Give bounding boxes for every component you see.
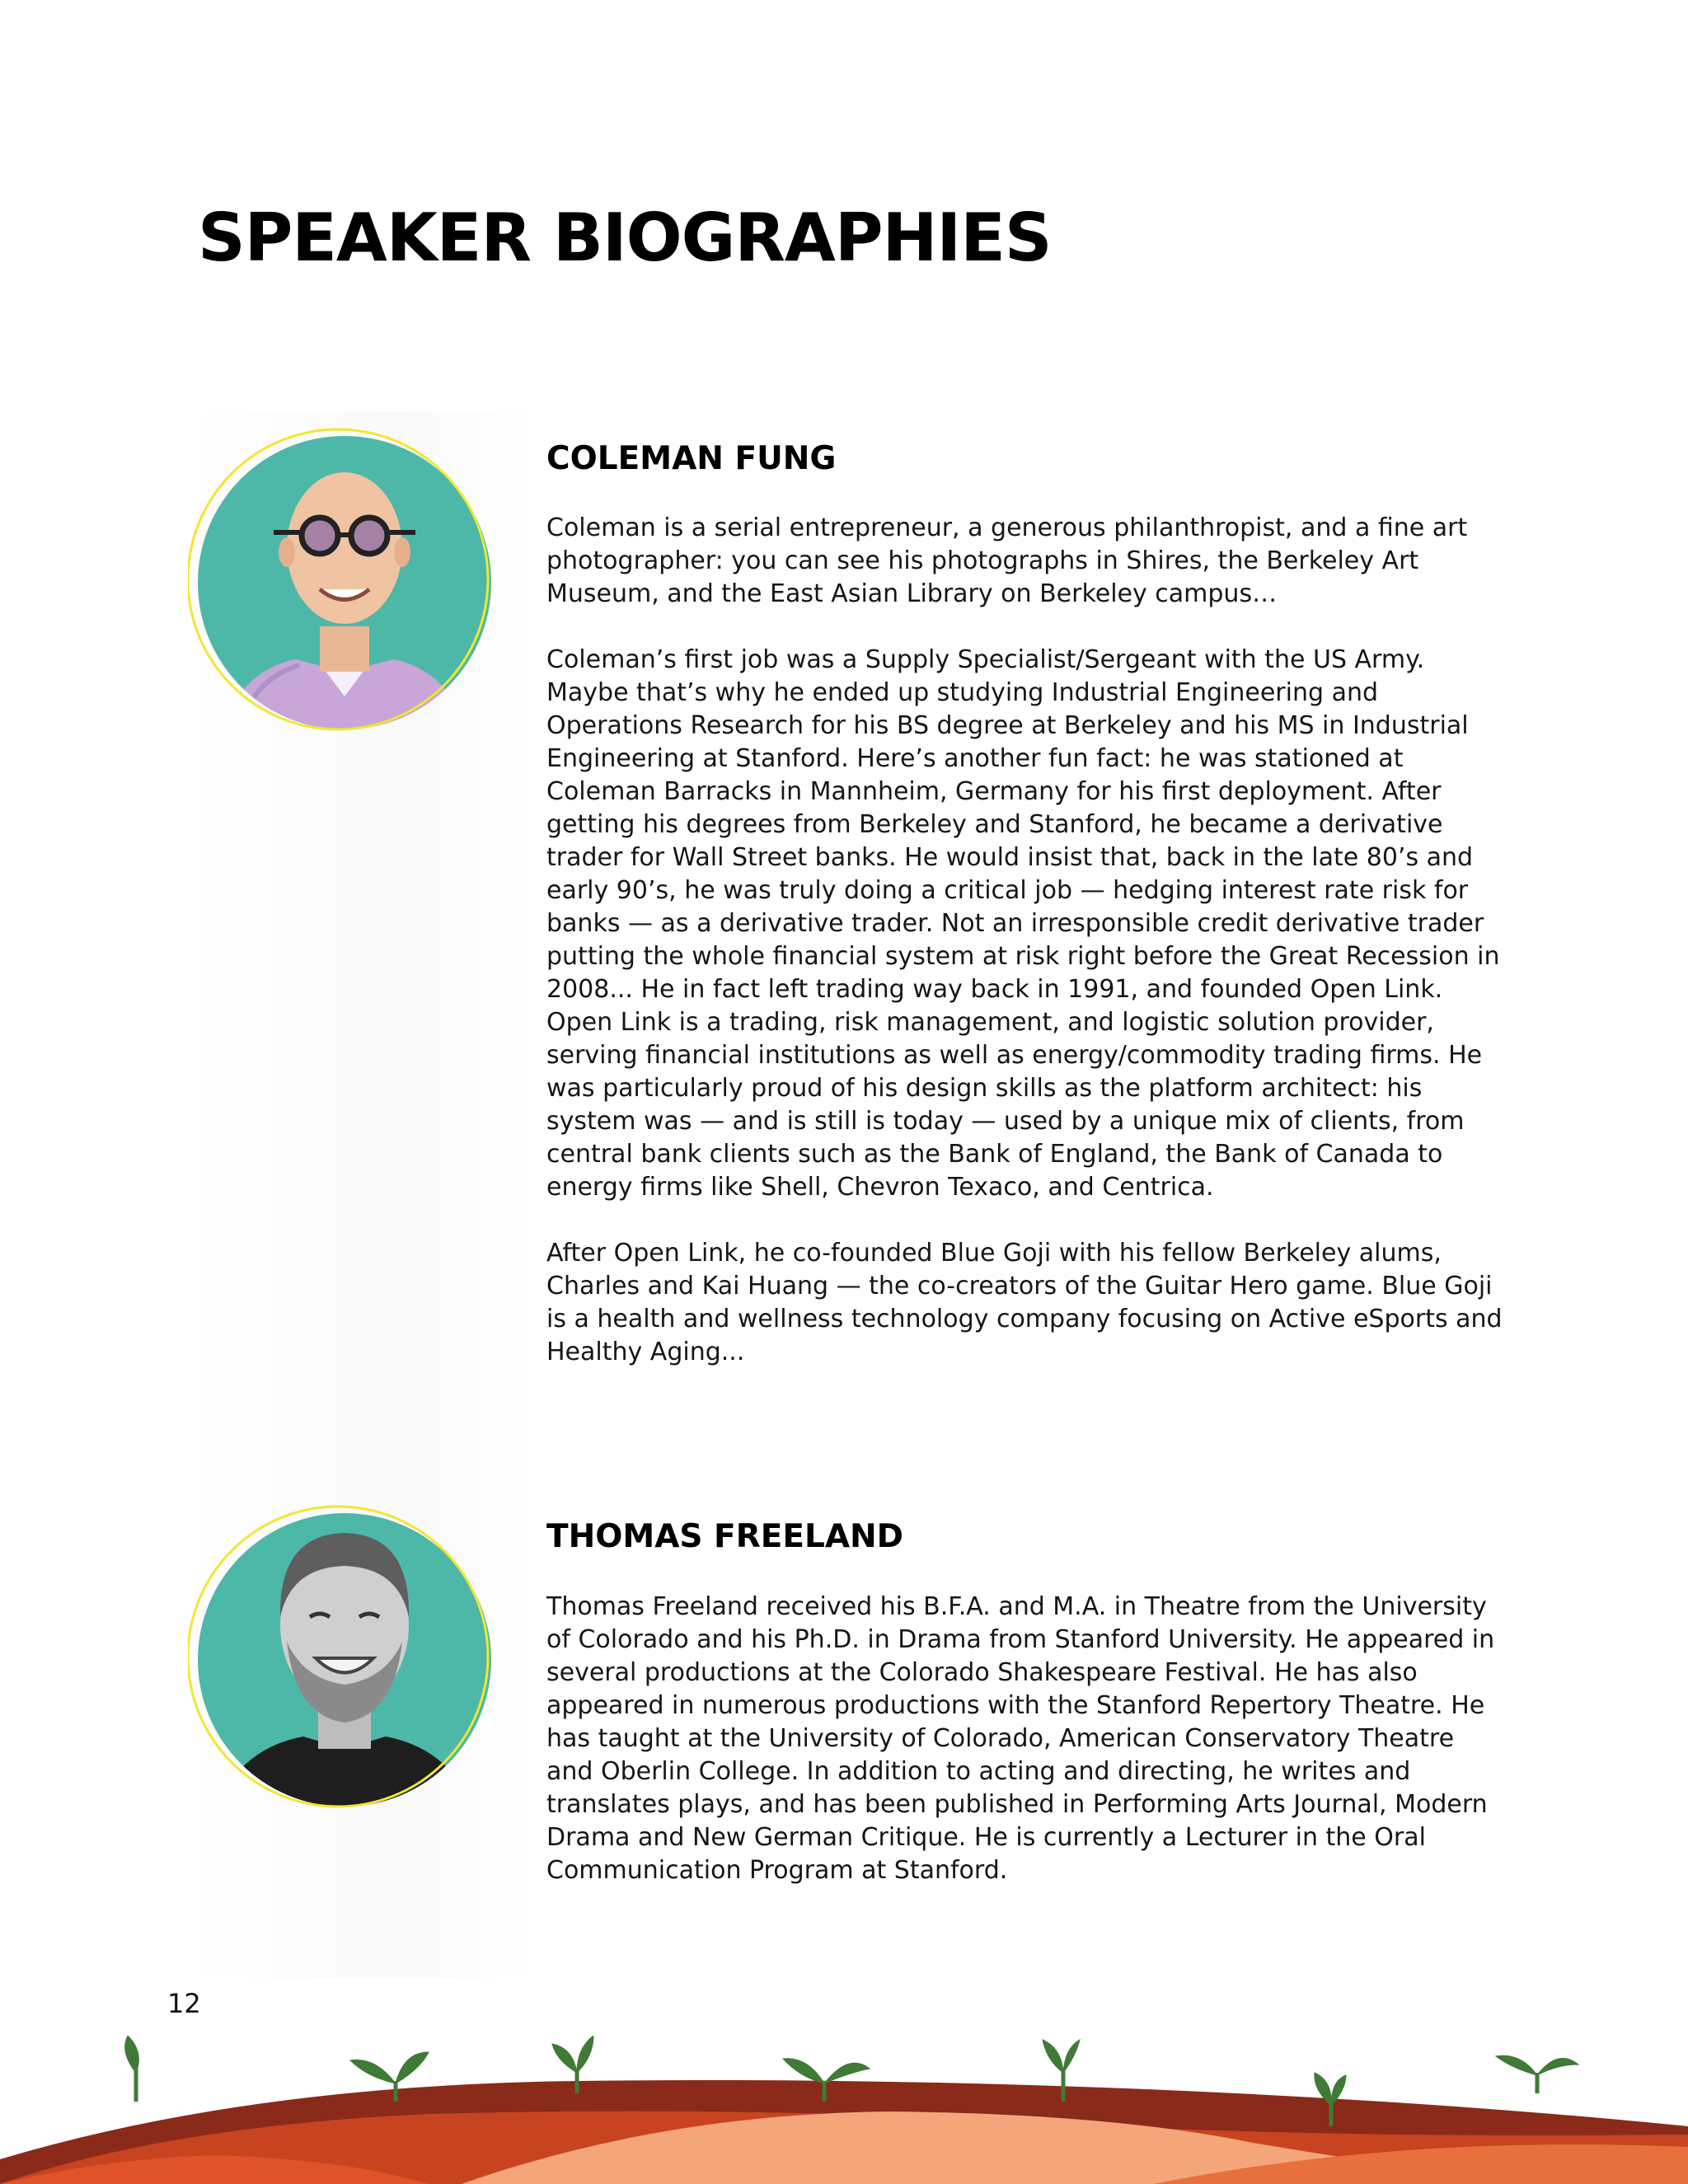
page-number: 12	[167, 1988, 201, 2019]
hills-and-sprouts-icon	[0, 2036, 1688, 2184]
speaker-name: THOMAS FREELAND	[546, 1518, 904, 1555]
bio-paragraph: Thomas Freeland received his B.F.A. and M.A. in Theatre from the University of Colorado and his Ph.D. in Drama from Stanford University. He appeared in several productions at the Colorado Shakespeare Festival. He has also appeared in numerous productions with the Stanford Repertory Theatre. He has taught at the University of Colorado, American Conservatory Theatre and Oberlin College. In addition to acting and directing, he writes and translates plays, and has been published in Performing Arts Journal, Modern Drama and New German Critique. He is currently a Lecturer in the Oral Communication Program at Stanford.	[546, 1592, 1495, 1885]
speaker-bio	[546, 1591, 1503, 1920]
bio-paragraph: Coleman is a serial entrepreneur, a generous philanthropist, and a fine art photographer: you can see his photographs in Shires, the Berkeley Art Museum, and the East Asian Library on Berkeley campus…	[546, 513, 1468, 608]
bio-paragraph: Coleman’s first job was a Supply Specialist/Sergeant with the US Army. Maybe that’s why he ended up studying Industrial Engineering and Operations Research for his BS degree at Berkeley and his MS in Industrial Engineering at Stanford. Here’s another fun fact: he was stationed at Coleman Barracks in Mannheim, Germany for his first deployment. After getting his degrees from Berkeley and Stanford, he became a derivative trader for Wall Street banks. He would insist that, back in the late 80’s and early 90’s, he was truly doing a critical job — hedging interest rate risk for banks — as a derivative trader. Not an irresponsible credit derivative trader putting the whole financial system at risk right before the Great Recession in 2008... He in fact left trading way back in 1991, and founded Open Link. Open Link is a trading, risk management, and logistic solution provider, serving financial institutions as well as energy/commodity trading firms. He was particularly proud of his design skills as the platform architect: his system was — and is still is today — used by a unique mix of clients, from central bank clients such as the Bank of England, the Bank of Canada to energy firms like Shell, Chevron Texaco, and Centrica.	[546, 645, 1500, 1202]
speaker-bio	[546, 512, 1503, 1402]
portrait-photo-thomas	[188, 1502, 501, 1815]
footer-hills-illustration	[0, 2036, 1688, 2184]
bio-paragraph: After Open Link, he co-founded Blue Goji with his fellow Berkeley alums, Charles and Kai Huang — the co-creators of the Guitar Hero game. Blue Goji is a health and wellness technology company focusing on Active eSports and Healthy Aging...	[546, 1239, 1503, 1366]
portrait-coleman	[188, 424, 501, 738]
portrait-photo-coleman	[188, 424, 501, 738]
page-title: SPEAKER BIOGRAPHIES	[198, 199, 1052, 276]
portrait-thomas	[188, 1502, 501, 1815]
speaker-name: COLEMAN FUNG	[546, 440, 837, 477]
